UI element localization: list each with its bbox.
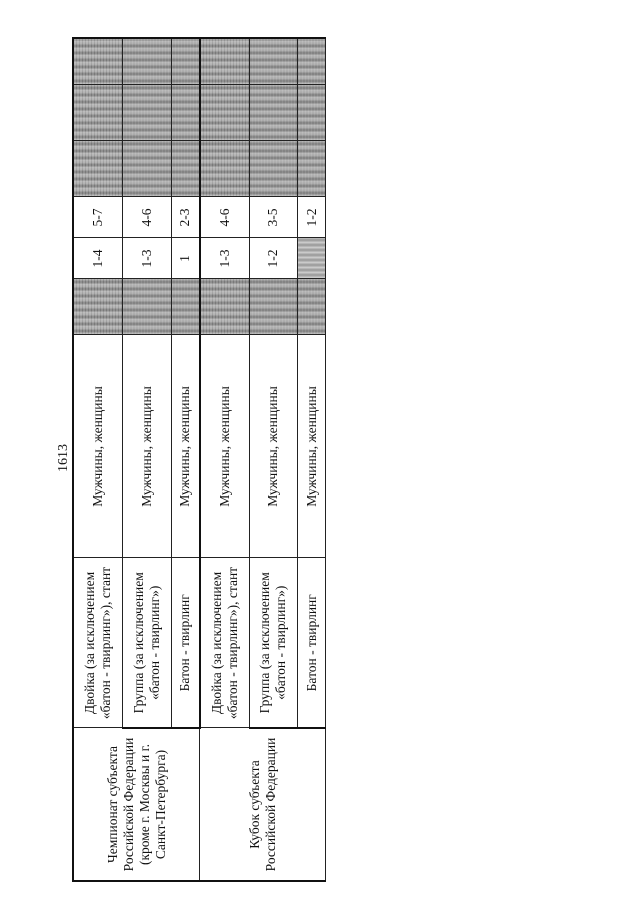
participants-cell: Мужчины, женщины bbox=[249, 335, 298, 558]
shaded-cell bbox=[298, 85, 326, 141]
shaded-cell bbox=[171, 141, 199, 197]
participants-cell: Мужчины, женщины bbox=[171, 335, 199, 558]
participants-cell: Мужчины, женщины bbox=[200, 335, 249, 558]
shaded-cell bbox=[171, 85, 199, 141]
participants-cell: Мужчины, женщины bbox=[298, 335, 326, 558]
table-row bbox=[200, 38, 249, 881]
range-b-cell: 1-2 bbox=[298, 197, 326, 238]
participants-cell: Мужчины, женщины bbox=[122, 335, 171, 558]
range-a-cell bbox=[298, 238, 326, 279]
discipline-cell: Двойка (за исключением «батон - твирлинг»), стант bbox=[200, 558, 249, 728]
range-a-cell: 1 bbox=[171, 238, 199, 279]
shaded-cell bbox=[200, 38, 249, 85]
discipline-cell: Батон - твирлинг bbox=[298, 558, 326, 728]
range-b-cell: 4-6 bbox=[200, 197, 249, 238]
page-number: 1613 bbox=[56, 444, 71, 472]
range-b-cell: 4-6 bbox=[122, 197, 171, 238]
range-a-cell: 1-2 bbox=[249, 238, 298, 279]
shaded-cell bbox=[249, 38, 298, 85]
shaded-cell bbox=[122, 85, 171, 141]
shaded-cell bbox=[249, 141, 298, 197]
shaded-cell bbox=[171, 279, 199, 335]
shaded-cell bbox=[73, 279, 122, 335]
shaded-cell bbox=[200, 279, 249, 335]
shaded-cell bbox=[122, 141, 171, 197]
shaded-cell bbox=[200, 141, 249, 197]
range-a-cell: 1-3 bbox=[122, 238, 171, 279]
shaded-cell bbox=[298, 38, 326, 85]
shaded-cell bbox=[73, 141, 122, 197]
shaded-cell bbox=[249, 279, 298, 335]
document-table bbox=[72, 37, 326, 882]
shaded-cell bbox=[200, 85, 249, 141]
competition-cell: Чемпионат субъекта Российской Федерации (кроме г. Москвы и г. Санкт-Петербурга) bbox=[73, 728, 200, 881]
shaded-cell bbox=[73, 85, 122, 141]
shaded-cell bbox=[249, 85, 298, 141]
participants-cell: Мужчины, женщины bbox=[73, 335, 122, 558]
range-a-cell: 1-4 bbox=[73, 238, 122, 279]
table-row bbox=[73, 38, 122, 881]
discipline-cell: Батон - твирлинг bbox=[171, 558, 199, 728]
shaded-cell bbox=[298, 279, 326, 335]
shaded-cell bbox=[122, 38, 171, 85]
rotated-table-container bbox=[72, 39, 326, 882]
discipline-cell: Группа (за исключением «батон - твирлинг») bbox=[122, 558, 171, 728]
shaded-cell bbox=[171, 38, 199, 85]
shaded-cell bbox=[73, 38, 122, 85]
range-b-cell: 2-3 bbox=[171, 197, 199, 238]
range-a-cell: 1-3 bbox=[200, 238, 249, 279]
shaded-cell bbox=[122, 279, 171, 335]
discipline-cell: Двойка (за исключением «батон - твирлинг»), стант bbox=[73, 558, 122, 728]
discipline-cell: Группа (за исключением «батон - твирлинг») bbox=[249, 558, 298, 728]
range-b-cell: 3-5 bbox=[249, 197, 298, 238]
range-b-cell: 5-7 bbox=[73, 197, 122, 238]
competition-cell: Кубок субъекта Российской Федерации bbox=[200, 728, 326, 881]
shaded-cell bbox=[298, 141, 326, 197]
